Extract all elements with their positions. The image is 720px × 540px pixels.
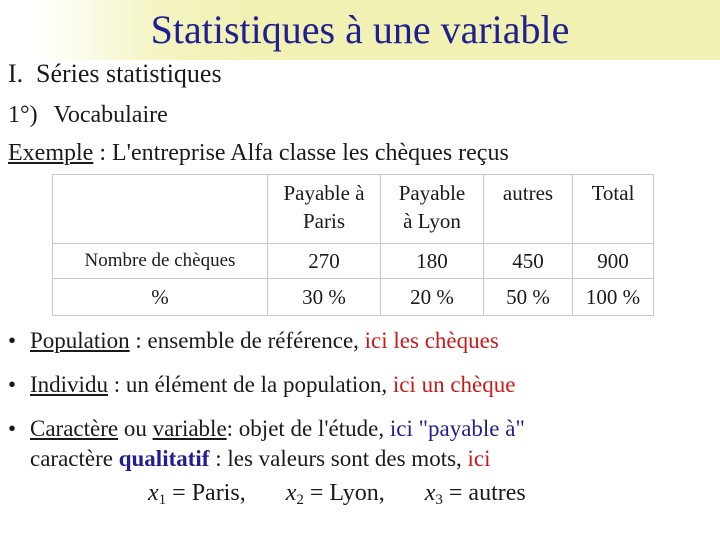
- table-row: [53, 279, 654, 316]
- highlight-text: ici: [467, 446, 491, 471]
- term-variable: variable: [152, 416, 227, 441]
- table-header-cell: Payable à Paris: [268, 175, 381, 244]
- highlight-text: ici les chèques: [364, 328, 499, 353]
- table-cell: 180: [381, 244, 484, 279]
- table-row-label: %: [53, 279, 268, 316]
- definition-text: : objet de l'étude,: [226, 416, 390, 441]
- subsection-heading: [8, 100, 168, 130]
- bullet-marker-icon: •: [8, 372, 17, 397]
- table-cell: 270: [268, 244, 381, 279]
- section-number: I.: [8, 59, 24, 88]
- cheques-table: [52, 174, 654, 316]
- definition-text: : ensemble de référence,: [129, 328, 365, 353]
- table-header-cell: Total: [573, 175, 654, 244]
- example-keyword: Exemple: [8, 140, 94, 166]
- section-title: Séries statistiques: [36, 59, 222, 88]
- table-cell: 20 %: [381, 279, 484, 316]
- table-cell: 450: [484, 244, 573, 279]
- term-caractere: Caractère: [30, 416, 119, 441]
- example-text: : L'entreprise Alfa classe les chèques reçus: [93, 140, 509, 166]
- slide-title: Statistiques à une variable: [150, 7, 570, 52]
- value-x3: $x_3$ = autres: [424, 480, 526, 508]
- value-x2: $x_2$ = Lyon,: [285, 480, 385, 508]
- table-header-row: [53, 175, 654, 244]
- value-x1: $x_1$ = Paris,: [148, 480, 246, 508]
- subsection-title: Vocabulaire: [53, 102, 168, 128]
- bullet-marker-icon: •: [8, 416, 17, 441]
- highlight-text: ici "payable à": [389, 416, 525, 441]
- table-cell: 30 %: [268, 279, 381, 316]
- table-cell: 50 %: [484, 279, 573, 316]
- table-header-cell: autres: [484, 175, 573, 244]
- table-cell: 900: [573, 244, 654, 279]
- term-individu: Individu: [30, 372, 108, 397]
- example-line: [8, 138, 509, 168]
- table-cell: 100 %: [573, 279, 654, 316]
- qualitatif-term: qualitatif: [118, 446, 210, 471]
- table-header-cell: Payable à Lyon: [381, 175, 484, 244]
- section-heading: [8, 58, 222, 90]
- table-corner-cell: [53, 175, 268, 244]
- values-line: [148, 478, 526, 515]
- subsection-label: 1°): [8, 102, 38, 128]
- bullet-marker-icon: •: [8, 328, 17, 353]
- term-population: Population: [30, 328, 130, 353]
- table-row: [53, 244, 654, 279]
- table-row-label: Nombre de chèques: [53, 244, 268, 279]
- highlight-text: ici un chèque: [392, 372, 516, 397]
- qualitative-line: caractère qualitatif : les valeurs sont des mots, ici: [30, 446, 491, 471]
- definition-text: : un élément de la population,: [107, 372, 393, 397]
